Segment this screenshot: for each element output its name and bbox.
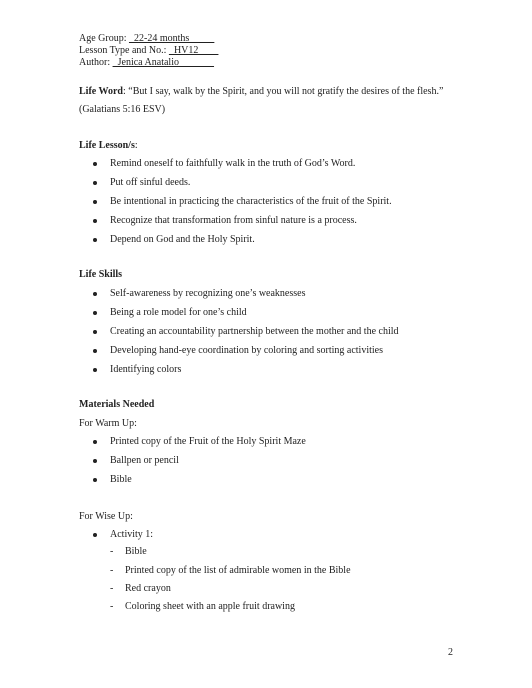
age-group-label: Age Group: [79, 33, 129, 44]
lesson-type-line [79, 45, 218, 57]
wise-up-label: For Wise Up: [79, 511, 133, 522]
life-lessons-heading-text: Life Lesson/s [79, 140, 135, 151]
life-word-label: Life Word [79, 86, 123, 97]
sub-list-item-text: Red crayon [125, 583, 171, 594]
warm-up-label: For Warm Up: [79, 418, 137, 429]
bullet-icon [93, 292, 97, 296]
list-item-text: Being a role model for one’s child [110, 307, 247, 318]
lesson-type-label: Lesson Type and No.: [79, 45, 169, 56]
bullet-icon [93, 200, 97, 204]
bullet-icon [93, 478, 97, 482]
life-skills-heading: Life Skills [79, 269, 123, 280]
life-word-text: : “But I say, walk by the Spirit, and you will not gratify the desires of the flesh.” [122, 86, 444, 97]
bullet-icon [93, 459, 97, 463]
bullet-icon [93, 238, 97, 242]
list-item-text: Depend on God and the Holy Spirit. [110, 234, 255, 245]
list-item-text: Bible [110, 474, 132, 485]
dash-marker: - [110, 583, 114, 594]
author-value: _Jenica Anatalio_______ [112, 57, 214, 68]
bullet-icon [93, 349, 97, 353]
page-number: 2 [448, 647, 453, 658]
bullet-icon [93, 330, 97, 334]
list-item-text: Be intentional in practicing the characteristics of the fruit of the Spirit. [110, 196, 392, 207]
list-item-text: Developing hand-eye coordination by coloring and sorting activities [110, 345, 383, 356]
bullet-icon [93, 162, 97, 166]
lesson-type-value: _HV12____ [168, 45, 219, 56]
bullet-icon [93, 311, 97, 315]
bullet-icon [93, 181, 97, 185]
life-lessons-heading-suffix: : [134, 140, 138, 151]
bullet-icon [93, 368, 97, 372]
age-group-value: _22-24 months_____ [129, 33, 215, 44]
life-word-citation: (Galatians 5:16 ESV) [79, 104, 166, 115]
materials-heading: Materials Needed [79, 399, 155, 410]
list-item-text: Ballpen or pencil [110, 455, 179, 466]
list-item-text: Remind oneself to faithfully walk in the truth of God’s Word. [110, 158, 356, 169]
list-item-text: Recognize that transformation from sinful nature is a process. [110, 215, 357, 226]
list-item-text: Printed copy of the Fruit of the Holy Spirit Maze [110, 436, 306, 447]
sub-list-item-text: Coloring sheet with an apple fruit drawing [125, 601, 295, 612]
list-item-text: Self-awareness by recognizing one’s weaknesses [110, 288, 306, 299]
list-item-text: Put off sinful deeds. [110, 177, 191, 188]
sub-list-item-text: Printed copy of the list of admirable women in the Bible [125, 565, 351, 576]
dash-marker: - [110, 546, 114, 557]
life-word-line [79, 86, 443, 98]
dash-marker: - [110, 565, 114, 576]
list-item-text: Creating an accountability partnership between the mother and the child [110, 326, 399, 337]
activity-label: Activity 1: [110, 529, 154, 540]
author-label: Author: [79, 57, 113, 68]
life-lessons-heading [79, 140, 138, 152]
bullet-icon [93, 533, 97, 537]
bullet-icon [93, 440, 97, 444]
age-group-line [79, 33, 214, 45]
bullet-icon [93, 219, 97, 223]
sub-list-item-text: Bible [125, 546, 147, 557]
list-item-text: Identifying colors [110, 364, 182, 375]
dash-marker: - [110, 601, 114, 612]
author-line [79, 57, 214, 69]
